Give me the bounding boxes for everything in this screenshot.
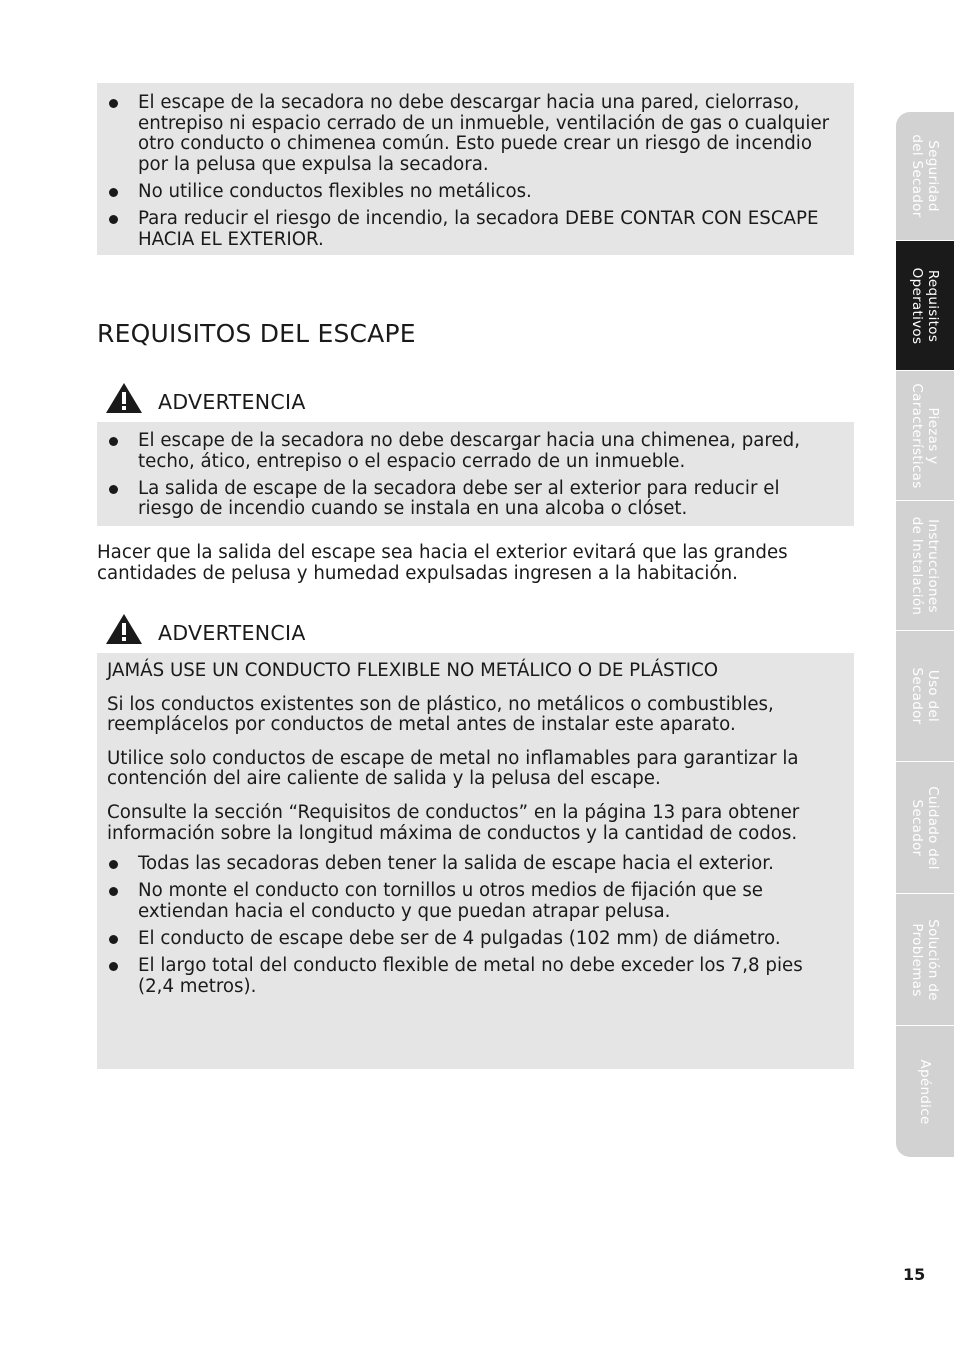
- list-item: [97, 209, 834, 250]
- top-bullet-list: [97, 93, 834, 250]
- list-item: [97, 93, 834, 175]
- bullet-dot-icon: [109, 860, 118, 869]
- body-paragraph: Hacer que la salida del escape sea hacia el exterior evitará que las grandes cantidades de pelusa y humedad expulsadas ingresen a la habitación.: [97, 542, 788, 584]
- tab-label: Piezas y Características: [909, 382, 941, 489]
- tab-label: Seguridad del Secador: [909, 134, 941, 218]
- tab-piezas-y-caracteristicas[interactable]: [896, 371, 954, 501]
- top-warning-box: [97, 83, 854, 255]
- bullet-dot-icon: [109, 485, 118, 494]
- tab-label: Instrucciones de Instalación: [909, 516, 941, 615]
- warning-label: ADVERTENCIA: [158, 390, 306, 414]
- bullet-dot-icon: [109, 99, 118, 108]
- bullet-dot-icon: [109, 437, 118, 446]
- page-number: 15: [903, 1265, 926, 1284]
- warning-triangle-icon: [105, 613, 143, 645]
- warning-label: ADVERTENCIA: [158, 621, 306, 645]
- bullet-text: No utilice conductos flexibles no metálicos.: [138, 180, 532, 202]
- bullet-text: El conducto de escape debe ser de 4 pulgadas (102 mm) de diámetro.: [138, 927, 781, 949]
- tab-label: Apéndice: [917, 1058, 933, 1125]
- list-item: [97, 854, 840, 875]
- bullet-dot-icon: [109, 935, 118, 944]
- bullet-text: La salida de escape de la secadora debe ser al exterior para reducir el riesgo de incendio cuando se instala en una alcoba o clóset.: [138, 477, 780, 520]
- tab-solucion-de-problemas[interactable]: [896, 894, 954, 1026]
- tab-requisitos-operativos[interactable]: [896, 241, 954, 371]
- section-title: REQUISITOS DEL ESCAPE: [97, 319, 416, 348]
- bullet-text: Para reducir el riesgo de incendio, la secadora DEBE CONTAR CON ESCAPE HACIA EL EXTERIOR.: [138, 207, 819, 250]
- warning-bullet-list: [97, 431, 834, 520]
- list-item: [97, 881, 840, 922]
- tab-apendice[interactable]: [896, 1026, 954, 1157]
- bullet-text: Todas las secadoras deben tener la salida de escape hacia el exterior.: [138, 853, 774, 875]
- tab-label: Requisitos Operativos: [909, 267, 941, 344]
- bullet-text: El largo total del conducto flexible de metal no debe exceder los 7,8 pies (2,4 metros).: [138, 955, 803, 997]
- warning-box: [97, 653, 854, 1069]
- bullet-text: El escape de la secadora no debe descargar hacia una pared, cielorraso, entrepiso ni espacio cerrado de un inmueble, ventilación de gas o cualquier otro conducto o chimenea común. Esto puede crear un riesgo de incendio por la pelusa que expulsa la secadora.: [138, 92, 830, 175]
- list-item: [97, 182, 834, 203]
- list-item: [97, 929, 840, 950]
- tab-uso-del-secador[interactable]: [896, 631, 954, 762]
- tab-label: Solución de Problemas: [909, 918, 941, 1001]
- warning-paragraph: Si los conductos existentes son de plástico, no metálicos o combustibles, reemplácelos por conductos de metal antes de instalar este aparato.: [107, 693, 774, 736]
- bullet-dot-icon: [109, 962, 118, 971]
- tab-label: Cuidado del Secador: [909, 785, 941, 870]
- tab-cuidado-del-secador[interactable]: [896, 762, 954, 894]
- warning-box: [97, 422, 854, 526]
- warning-header: [105, 382, 306, 414]
- tab-instrucciones-de-instalacion[interactable]: [896, 501, 954, 631]
- warning-paragraph: Utilice solo conductos de escape de metal no inflamables para garantizar la contención del aire caliente de salida y la pelusa del escape.: [107, 747, 799, 790]
- bullet-dot-icon: [109, 887, 118, 896]
- bullet-text: No monte el conducto con tornillos u otros medios de fijación que se extiendan hacia el conducto y que puedan atrapar pelusa.: [138, 880, 763, 922]
- tab-seguridad-del-secador[interactable]: [896, 112, 954, 241]
- bullet-text: El escape de la secadora no debe descargar hacia una chimenea, pared, techo, ático, entrepiso o el espacio cerrado de un inmueble.: [138, 430, 801, 472]
- list-item: [97, 956, 840, 997]
- list-item: [97, 431, 834, 472]
- bullet-dot-icon: [109, 215, 118, 224]
- warning-bullet-list: [97, 854, 840, 997]
- warning-triangle-icon: [105, 382, 143, 414]
- list-item: [97, 479, 834, 520]
- warning-heading-text: JAMÁS USE UN CONDUCTO FLEXIBLE NO METÁLICO O DE PLÁSTICO: [107, 660, 719, 681]
- warning-header: [105, 613, 306, 645]
- bullet-dot-icon: [109, 188, 118, 197]
- warning-paragraph: Consulte la sección “Requisitos de conductos” en la página 13 para obtener información sobre la longitud máxima de conductos y la cantidad de codos.: [107, 801, 800, 844]
- tab-label: Uso del Secador: [909, 667, 941, 725]
